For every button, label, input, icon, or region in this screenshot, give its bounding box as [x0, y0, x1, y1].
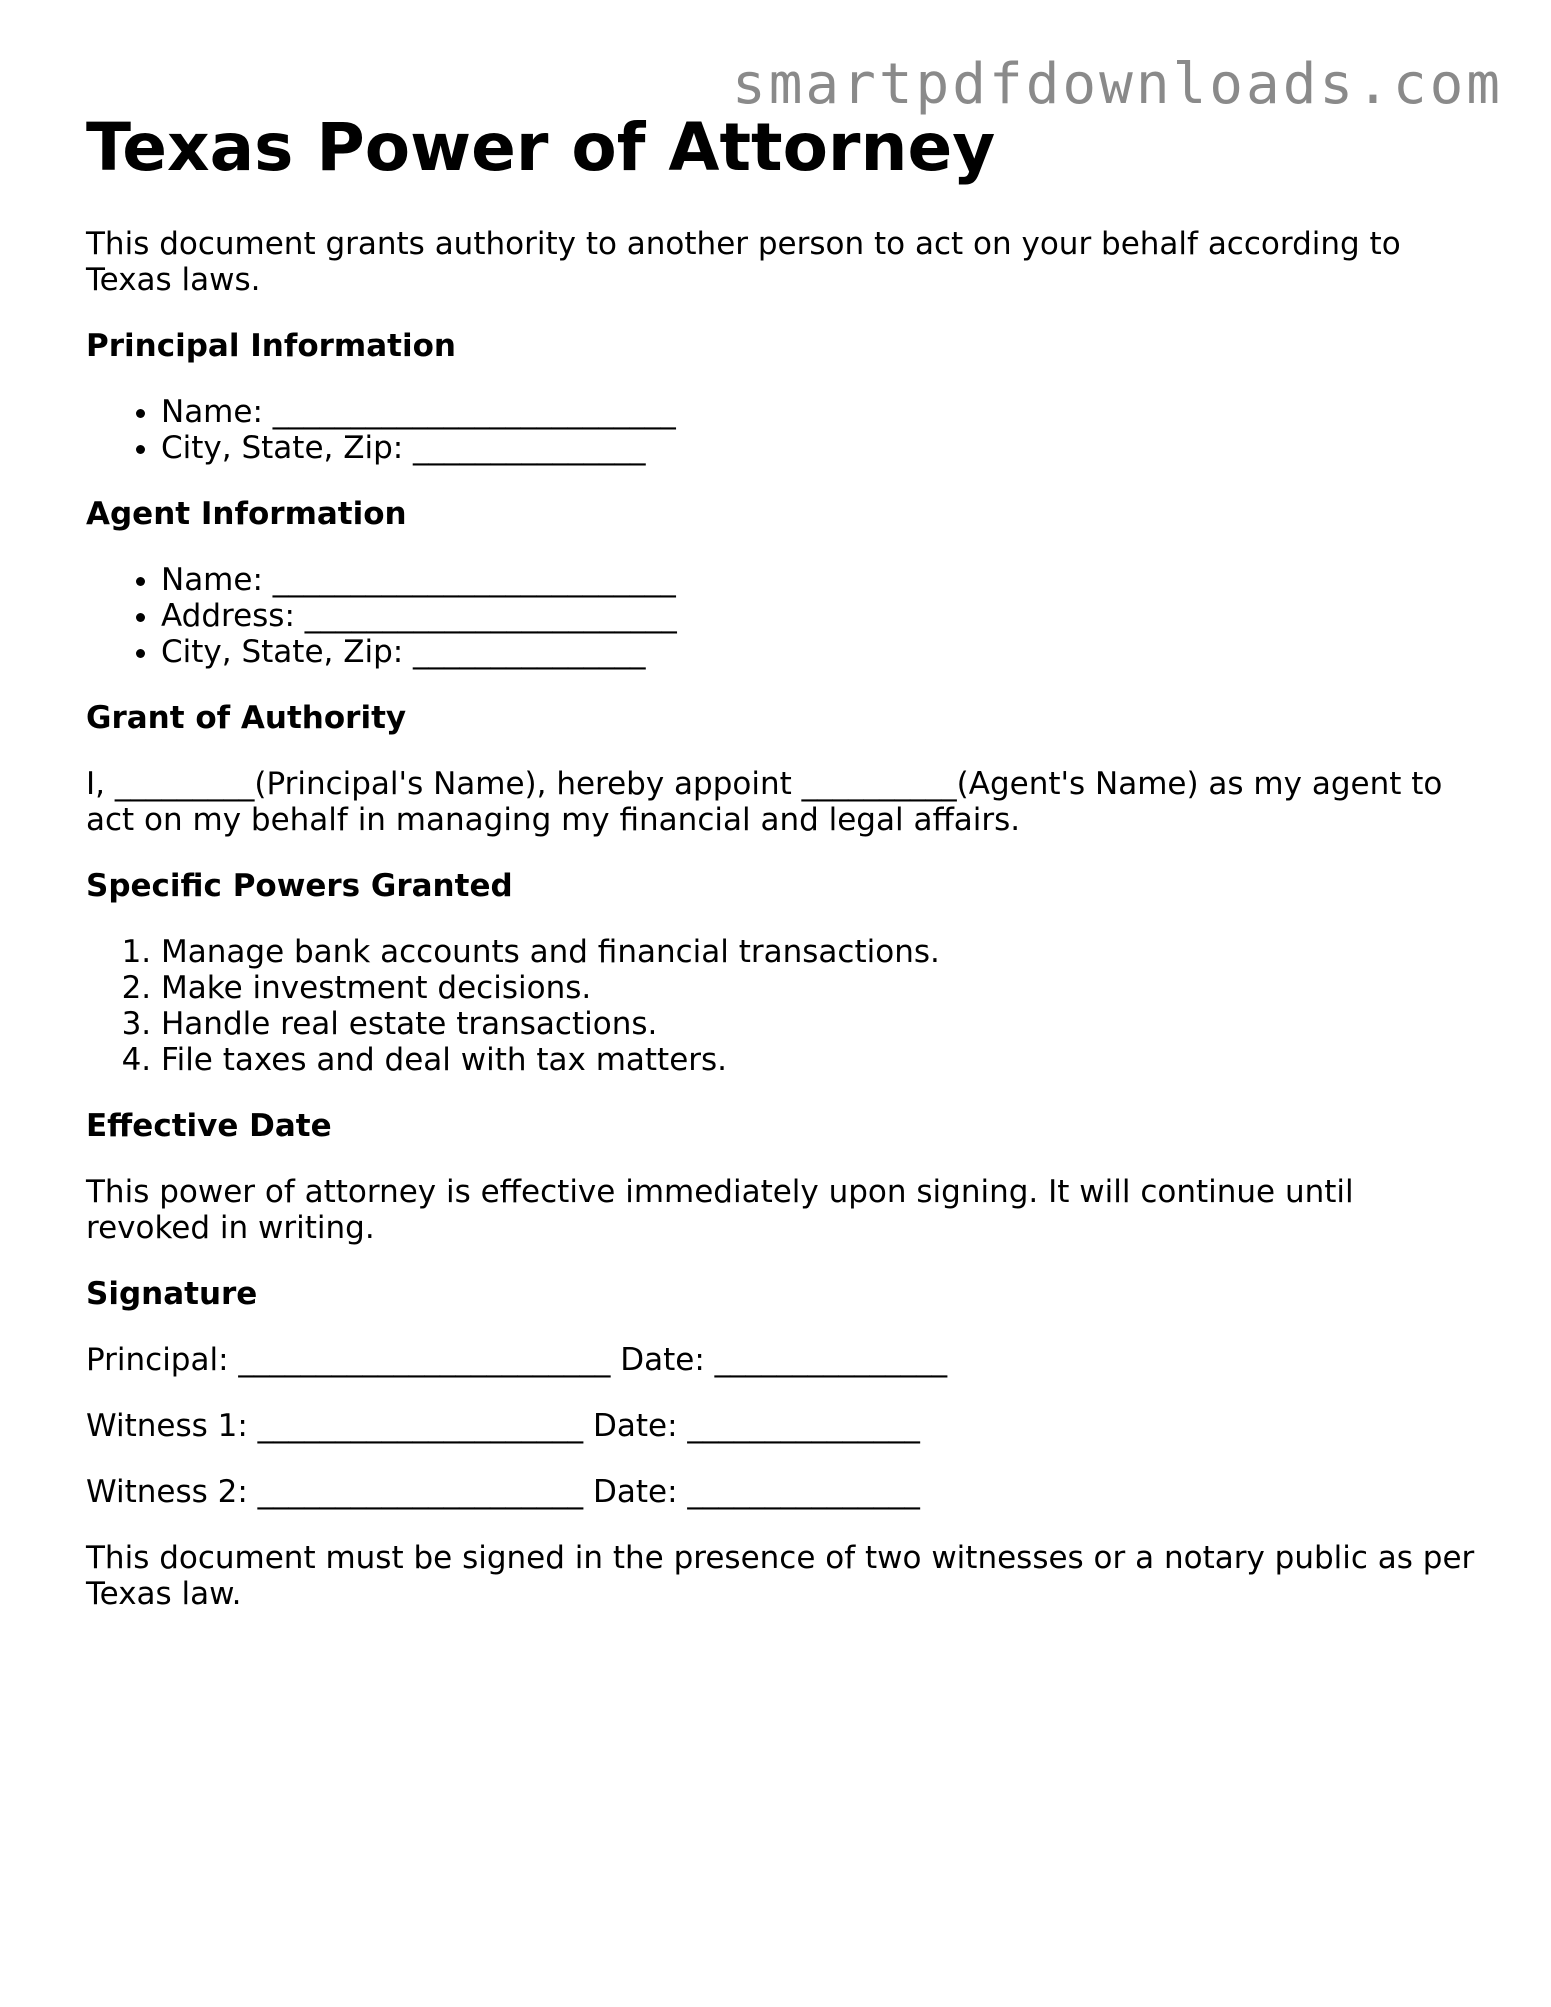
effective-text: This power of attorney is effective immediately upon signing. It will continue until revoked in writing. [86, 1174, 1354, 1246]
principal-city-field: • City, State, Zip: _______________ [161, 430, 1476, 466]
principal-heading: Principal Information [86, 328, 456, 364]
power-item: 4. File taxes and deal with tax matters. [161, 1042, 1476, 1078]
powers-list [86, 934, 1476, 1078]
agent-list [86, 562, 1476, 670]
grant-heading: Grant of Authority [86, 700, 407, 736]
effective-heading: Effective Date [86, 1108, 332, 1144]
witness2-signature-line: Witness 2: _____________________ Date: _______________ [86, 1474, 920, 1510]
watermark: smartpdfdownloads.com [731, 52, 1503, 117]
powers-heading: Specific Powers Granted [86, 868, 513, 904]
power-item: 3. Handle real estate transactions. [161, 1006, 1476, 1042]
power-item: 2. Make investment decisions. [161, 970, 1476, 1006]
agent-city-field: • City, State, Zip: _______________ [161, 634, 1476, 670]
document-page [86, 108, 1476, 1642]
agent-address-field: • Address: ________________________ [161, 598, 1476, 634]
principal-name-field: • Name: __________________________ [161, 394, 1476, 430]
witness1-signature-line: Witness 1: _____________________ Date: _______________ [86, 1408, 920, 1444]
signature-heading: Signature [86, 1276, 258, 1312]
principal-signature-line: Principal: ________________________ Date: _______________ [86, 1342, 948, 1378]
footer-note: This document must be signed in the presence of two witnesses or a notary public as per Texas law. [86, 1540, 1475, 1612]
grant-text: I, _________(Principal's Name), hereby appoint __________(Agent's Name) as my agent to act on my behalf in managing my financial and legal affairs. [86, 766, 1443, 838]
agent-name-field: • Name: __________________________ [161, 562, 1476, 598]
power-item: 1. Manage bank accounts and financial transactions. [161, 934, 1476, 970]
agent-heading: Agent Information [86, 496, 407, 532]
intro-text: This document grants authority to another person to act on your behalf according to Texas laws. [86, 226, 1401, 298]
document-title: Texas Power of Attorney [86, 109, 996, 186]
principal-list [86, 394, 1476, 466]
